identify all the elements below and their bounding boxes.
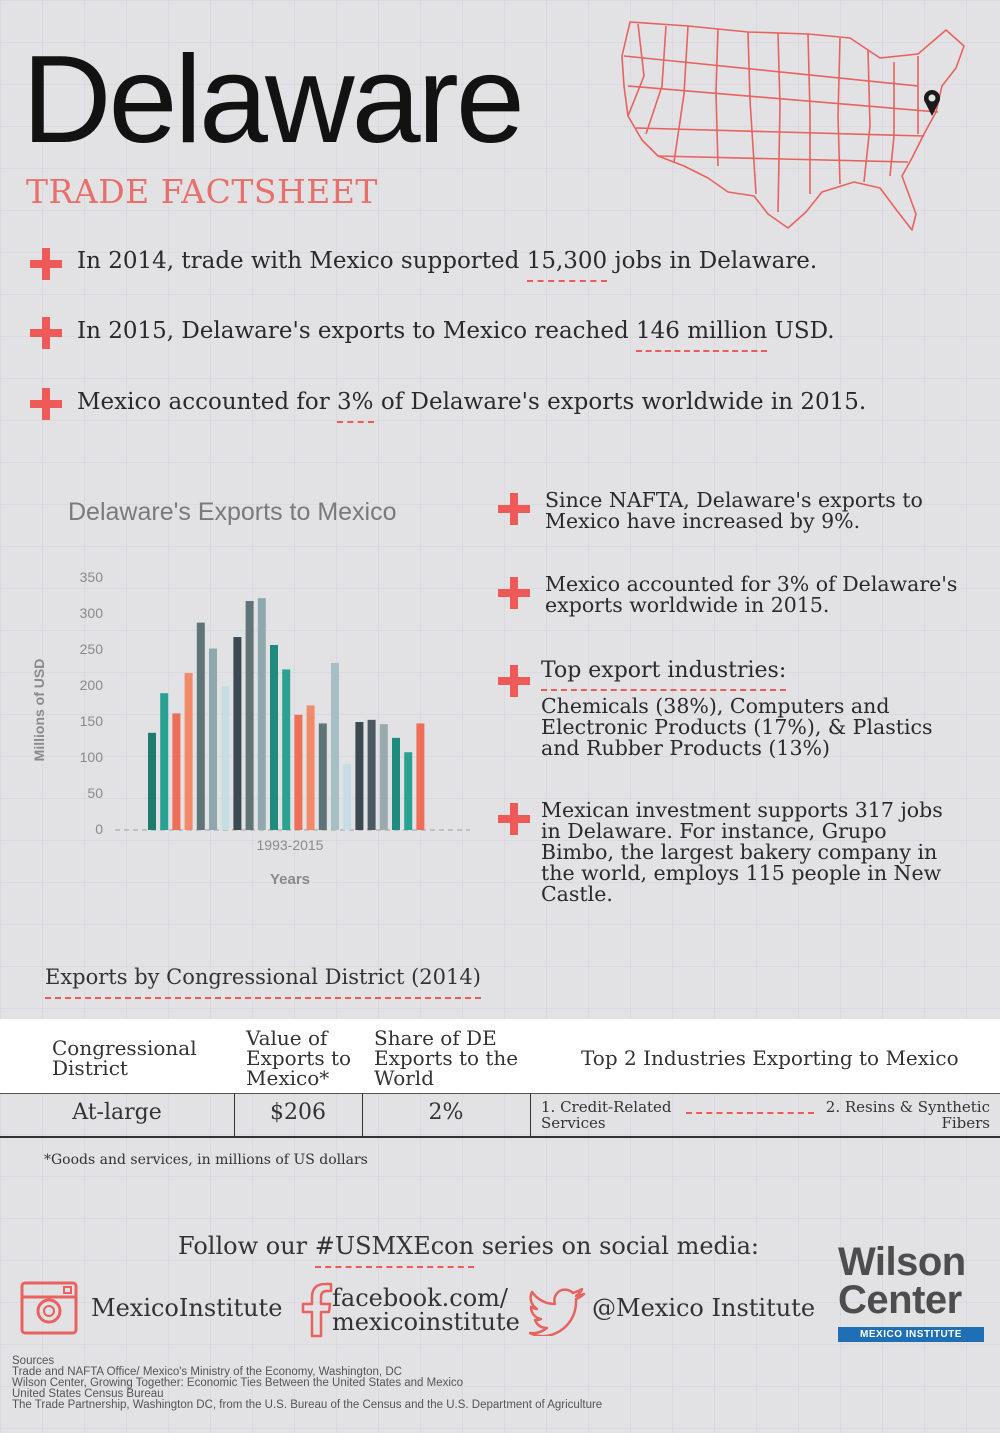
td-industry-1: 1. Credit-Related Services — [541, 1098, 672, 1132]
facebook-link[interactable] — [332, 1286, 520, 1334]
wilson-center-logo[interactable] — [838, 1240, 988, 1342]
logo-line-1: Wilson — [838, 1240, 966, 1284]
facebook-line-1[interactable]: facebook.com/ — [332, 1284, 509, 1312]
plus-icon — [498, 577, 530, 609]
sources-heading: Sources — [12, 1355, 55, 1367]
y-tick-label: 250 — [79, 641, 103, 657]
th-industries: Top 2 Industries Exporting to Mexico — [581, 1046, 959, 1070]
sources — [12, 1356, 602, 1411]
th-share: Share of DE Exports to the World — [374, 1026, 519, 1090]
bar-1997 — [197, 623, 205, 830]
y-tick-label: 100 — [79, 749, 103, 765]
bar-2002 — [258, 598, 266, 830]
bar-1995 — [172, 713, 180, 830]
industries-heading-text: Top export industries: — [541, 658, 786, 691]
page-subtitle: TRADE FACTSHEET — [26, 172, 378, 211]
plus-icon — [30, 248, 62, 280]
side-fact-share: Mexico accounted for 3% of Delaware's exports worldwide in 2015. — [545, 572, 958, 617]
social-hashtag: #USMXEcon — [315, 1232, 474, 1268]
bar-2000 — [233, 637, 241, 830]
table-row-top-rule — [0, 1093, 1000, 1094]
plus-icon — [498, 665, 530, 697]
instagram-icon[interactable] — [20, 1281, 78, 1335]
bar-1996 — [185, 673, 193, 830]
fact-share — [77, 389, 866, 415]
source-line: Wilson Center, Growing Together: Economic Ties Between the United States and Mexico — [12, 1377, 464, 1389]
social-heading-text: Follow our — [178, 1232, 315, 1260]
fact-highlight: 146 million — [636, 318, 767, 352]
source-line: United States Census Bureau — [12, 1388, 164, 1400]
bar-2001 — [246, 601, 254, 830]
bar-2003 — [270, 645, 278, 830]
table-heading-text: Exports by Congressional District (2014) — [45, 965, 481, 999]
bar-2007 — [319, 723, 327, 830]
industry-separator — [686, 1112, 814, 1114]
side-industries-body: Chemicals (38%), Computers and Electronic Products (17%), & Plastics and Rubber Products (13%) — [541, 694, 933, 760]
facebook-line-2[interactable]: mexicoinstitute — [332, 1308, 520, 1336]
fact-text: of Delaware's exports worldwide in 2015. — [373, 389, 867, 415]
y-tick-label: 150 — [79, 713, 103, 729]
fact-highlight: 15,300 — [527, 248, 607, 282]
y-tick-label: 50 — [87, 785, 103, 801]
chart-x-axis-label: Years — [269, 871, 311, 888]
side-industries-heading — [541, 660, 786, 681]
bar-2005 — [294, 715, 302, 830]
bar-2011 — [368, 720, 376, 830]
bar-2006 — [307, 705, 315, 830]
bar-2012 — [380, 724, 388, 830]
source-line: The Trade Partnership, Washington DC, from the U.S. Bureau of the Census and the U.S. Department of Agriculture — [12, 1399, 603, 1411]
twitter-icon[interactable] — [529, 1288, 587, 1336]
fact-text: jobs in Delaware. — [607, 248, 818, 274]
side-fact-investment: Mexican investment supports 317 jobs in Delaware. For instance, Grupo Bimbo, the largest bakery company in the world, employs 115 people in New Castle. — [541, 798, 943, 906]
table-divider — [530, 1093, 531, 1137]
bar-1999 — [221, 686, 229, 830]
bar-2009 — [343, 764, 351, 830]
source-line: Trade and NAFTA Office/ Mexico's Ministry of the Economy, Washington, DC — [12, 1366, 402, 1378]
fact-jobs — [77, 248, 817, 274]
bar-2010 — [355, 722, 363, 830]
fact-text: USD. — [767, 318, 835, 344]
td-share: 2% — [428, 1100, 464, 1125]
plus-icon — [498, 493, 530, 525]
td-district: At-large — [72, 1100, 162, 1125]
chart-title: Delaware's Exports to Mexico — [68, 498, 397, 526]
bar-1998 — [209, 649, 217, 830]
y-tick-label: 300 — [79, 605, 103, 621]
facebook-icon[interactable] — [299, 1282, 333, 1338]
bar-2008 — [331, 663, 339, 830]
plus-icon — [30, 317, 62, 349]
fact-text: Mexico accounted for — [77, 389, 338, 415]
bar-1993 — [148, 733, 156, 830]
plus-icon — [498, 803, 530, 835]
bar-2013 — [392, 738, 400, 830]
y-tick-label: 0 — [95, 821, 103, 837]
side-fact-nafta: Since NAFTA, Delaware's exports to Mexico have increased by 9%. — [545, 488, 923, 533]
bar-1994 — [160, 693, 168, 830]
fact-text: In 2014, trade with Mexico supported — [77, 248, 527, 274]
td-value: $206 — [270, 1100, 326, 1125]
fact-exports — [77, 318, 835, 344]
td-industry-2: 2. Resins & Synthetic Fibers — [825, 1098, 990, 1132]
plus-icon — [30, 388, 62, 420]
us-map-icon — [618, 16, 970, 238]
table-row-bottom-rule — [0, 1136, 1000, 1138]
fact-text: In 2015, Delaware's exports to Mexico reached — [77, 318, 637, 344]
exports-bar-chart — [110, 560, 480, 840]
table-heading — [45, 965, 481, 989]
logo-band: MEXICO INSTITUTE — [838, 1327, 984, 1342]
chart-y-axis-label: Millions of USD — [31, 658, 47, 762]
instagram-handle[interactable]: MexicoInstitute — [91, 1294, 283, 1322]
table-footnote: *Goods and services, in millions of US dollars — [44, 1152, 368, 1168]
chart-x-tick-label: 1993-2015 — [256, 837, 324, 853]
y-tick-label: 200 — [79, 677, 103, 693]
th-value: Value of Exports to Mexico* — [246, 1026, 352, 1090]
bar-2004 — [282, 669, 290, 830]
logo-line-2: Center — [838, 1278, 962, 1322]
twitter-handle[interactable]: @Mexico Institute — [592, 1294, 816, 1322]
bar-2015 — [416, 723, 424, 830]
fact-highlight: 3% — [337, 389, 374, 423]
th-district: Congressional District — [52, 1036, 197, 1080]
page-title: Delaware — [22, 31, 522, 169]
social-heading-text: series on social media: — [474, 1232, 759, 1260]
bar-2014 — [404, 752, 412, 830]
social-heading — [178, 1232, 759, 1260]
y-tick-label: 350 — [79, 569, 103, 585]
